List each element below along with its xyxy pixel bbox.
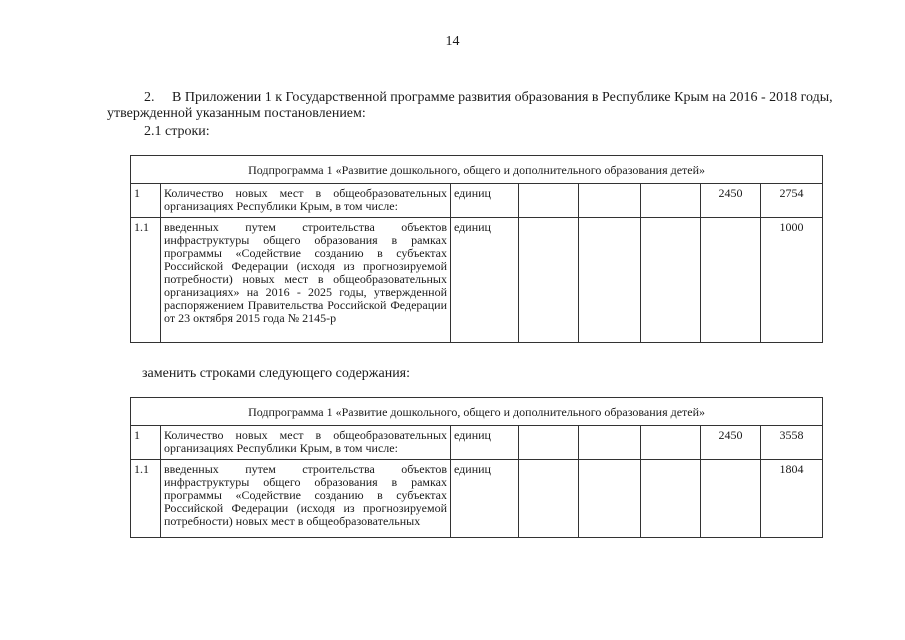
row-value: 2754 [761, 184, 823, 218]
row-value [701, 218, 761, 343]
row-value [519, 218, 579, 343]
table1-subprogram-row [131, 156, 823, 184]
row-number: 1 [131, 426, 161, 460]
row-value [579, 426, 641, 460]
row-value: 1804 [761, 460, 823, 538]
para2-text: 2.1 строки: [144, 124, 210, 139]
row-value: 3558 [761, 426, 823, 460]
row-value [701, 460, 761, 538]
row-number: 1 [131, 184, 161, 218]
table-replacement [130, 397, 823, 538]
row-value [579, 460, 641, 538]
table-row [131, 184, 823, 218]
row-description: Количество новых мест в общеобразовательных организациях Республики Крым, в том числе: [161, 184, 451, 218]
para1-line1: В Приложении 1 к Государственной программе развития образования в Республике Крым на 2016 - 2018 годы, [172, 90, 833, 105]
table1-subprogram: Подпрограмма 1 «Развитие дошкольного, общего и дополнительного образования детей» [131, 156, 823, 184]
table-row [131, 426, 823, 460]
para1-line2: утвержденной указанным постановлением: [107, 106, 366, 121]
table-row [131, 460, 823, 538]
row-value [641, 184, 701, 218]
row-unit: единиц [451, 218, 519, 343]
row-value [579, 218, 641, 343]
row-value [579, 184, 641, 218]
row-value [641, 218, 701, 343]
row-unit: единиц [451, 184, 519, 218]
page-number: 14 [445, 34, 460, 49]
replace-text: заменить строками следующего содержания: [142, 366, 411, 381]
row-unit: единиц [451, 426, 519, 460]
row-description: Количество новых мест в общеобразовательных организациях Республики Крым, в том числе: [161, 426, 451, 460]
table2-subprogram: Подпрограмма 1 «Развитие дошкольного, общего и дополнительного образования детей» [131, 398, 823, 426]
row-number: 1.1 [131, 218, 161, 343]
row-value: 2450 [701, 426, 761, 460]
row-value: 1000 [761, 218, 823, 343]
row-value [519, 426, 579, 460]
row-value [641, 426, 701, 460]
row-description: введенных путем строительства объектов инфраструктуры общего образования в рамках программы «Содействие созданию в субъектах Российской Федерации (исходя из прогнозируемой потребности) новых мест в общеобразовательных организациях» на 2016 - 2025 годы, утвержденной распоряжением Правительства Российской Федерации от 23 октября 2015 года № 2145-р [161, 218, 451, 343]
table2-subprogram-row [131, 398, 823, 426]
row-value [641, 460, 701, 538]
row-number: 1.1 [131, 460, 161, 538]
row-value [519, 460, 579, 538]
row-description: введенных путем строительства объектов инфраструктуры общего образования в рамках программы «Содействие созданию в субъектах Российской Федерации (исходя из прогнозируемой потребности) новых мест в общеобразовательных [161, 460, 451, 538]
row-value: 2450 [701, 184, 761, 218]
table-row [131, 218, 823, 343]
row-value [519, 184, 579, 218]
table-original [130, 155, 823, 343]
para1-number: 2. [144, 90, 155, 105]
row-unit: единиц [451, 460, 519, 538]
